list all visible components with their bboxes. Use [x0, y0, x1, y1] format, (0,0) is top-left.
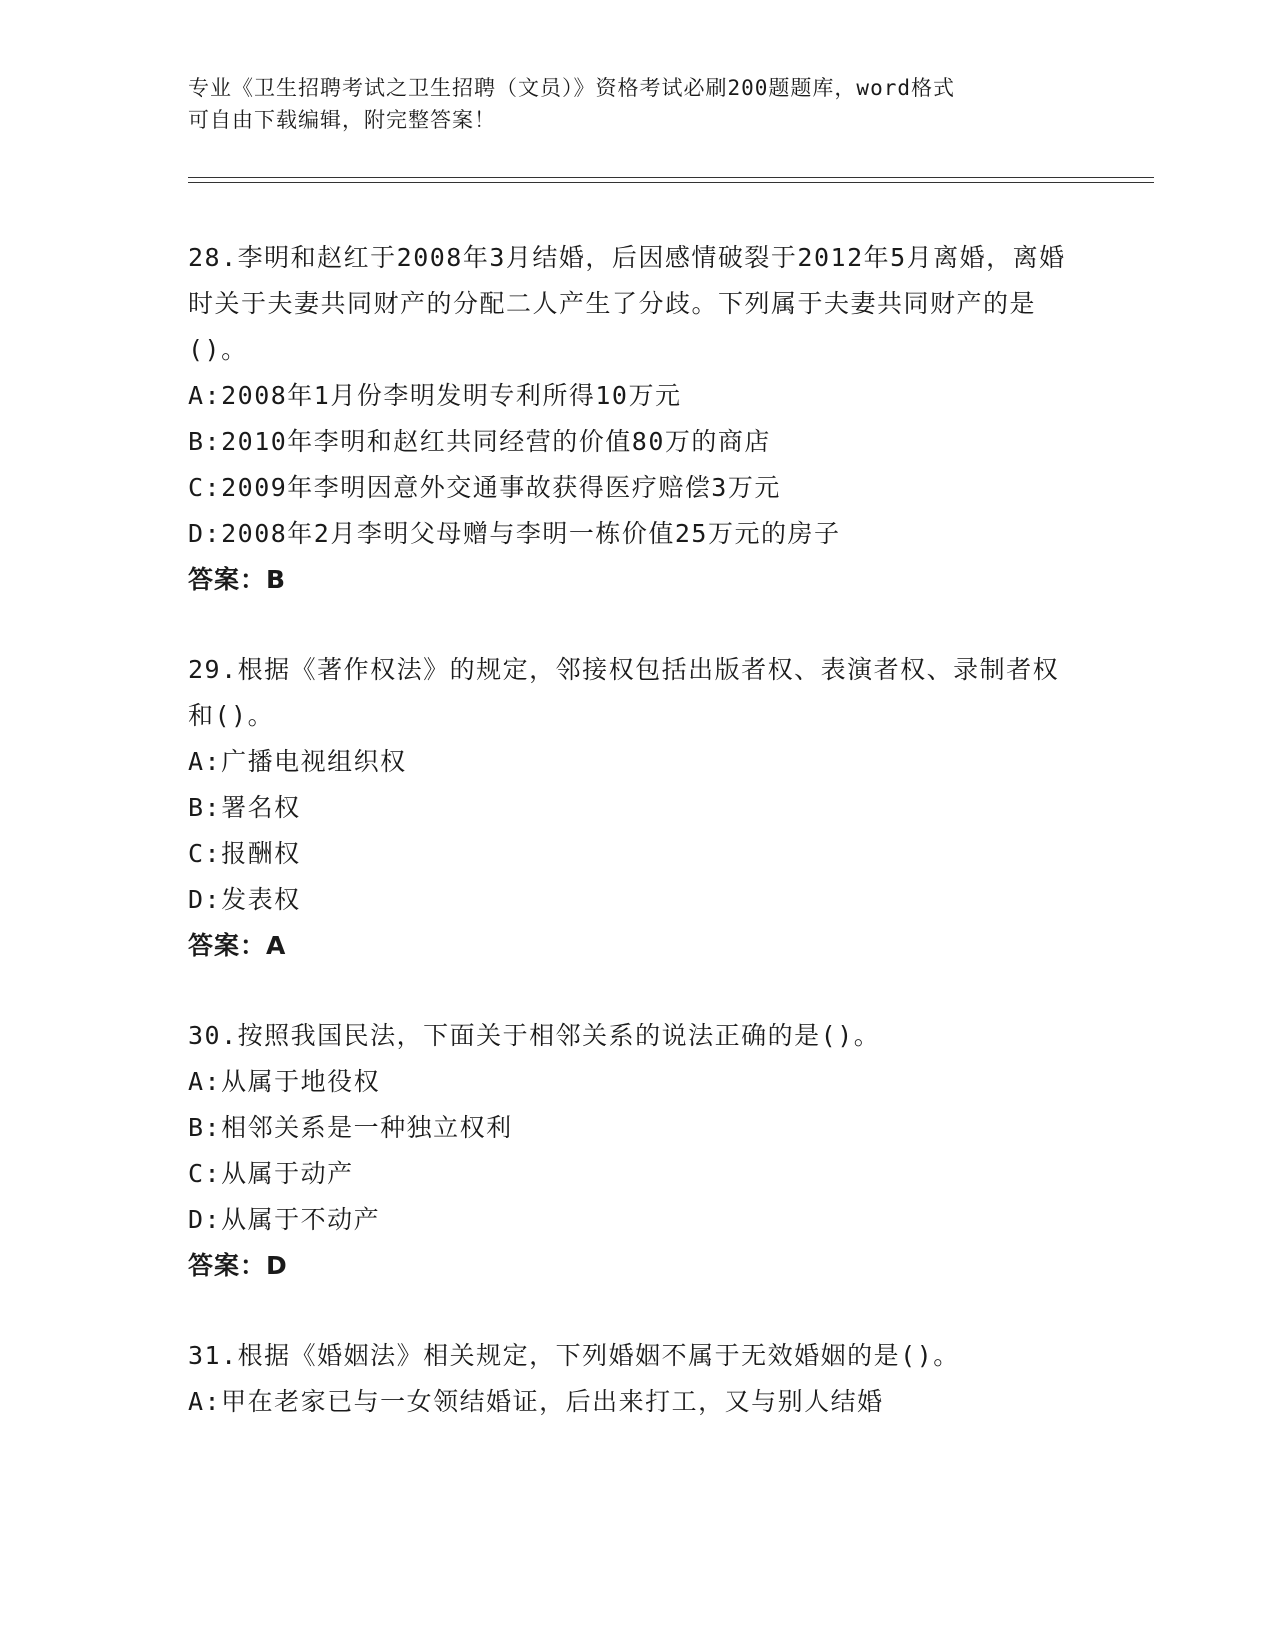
option-a: A:从属于地役权 [188, 1067, 381, 1096]
option-b: B:相邻关系是一种独立权利 [188, 1113, 513, 1142]
question-30 [188, 1013, 1088, 1289]
option-c: C:报酬权 [188, 839, 301, 868]
answer-label: 答案：A [188, 931, 287, 960]
answer-label: 答案：D [188, 1251, 288, 1280]
header-rule-top [188, 177, 1154, 178]
option-d: D:从属于不动产 [188, 1205, 381, 1234]
question-31 [188, 1333, 1088, 1425]
question-stem: 30.按照我国民法，下面关于相邻关系的说法正确的是()。 [188, 1021, 881, 1050]
document-header [188, 72, 1068, 136]
option-d: D:发表权 [188, 885, 301, 914]
header-rule-bottom [188, 182, 1154, 183]
option-c: C:2009年李明因意外交通事故获得医疗赔偿3万元 [188, 473, 781, 502]
option-a: A:甲在老家已与一女领结婚证，后出来打工，又与别人结婚 [188, 1387, 884, 1416]
option-b: B:2010年李明和赵红共同经营的价值80万的商店 [188, 427, 771, 456]
question-29 [188, 647, 1088, 969]
question-stem: 31.根据《婚姻法》相关规定，下列婚姻不属于无效婚姻的是()。 [188, 1341, 960, 1370]
header-line-2: 可自由下载编辑，附完整答案！ [188, 108, 496, 132]
option-a: A:广播电视组织权 [188, 747, 407, 776]
option-b: B:署名权 [188, 793, 301, 822]
answer-label: 答案：B [188, 565, 287, 594]
option-d: D:2008年2月李明父母赠与李明一栋价值25万元的房子 [188, 519, 841, 548]
question-28 [188, 235, 1088, 603]
option-a: A:2008年1月份李明发明专利所得10万元 [188, 381, 682, 410]
question-stem: 28.李明和赵红于2008年3月结婚，后因感情破裂于2012年5月离婚，离婚时关于夫妻共同财产的分配二人产生了分歧。下列属于夫妻共同财产的是()。 [188, 243, 1066, 364]
option-c: C:从属于动产 [188, 1159, 354, 1188]
question-stem: 29.根据《著作权法》的规定，邻接权包括出版者权、表演者权、录制者权和()。 [188, 655, 1060, 730]
header-line-1: 专业《卫生招聘考试之卫生招聘（文员）》资格考试必刷200题题库，word格式 [188, 76, 955, 100]
question-list [188, 235, 1088, 1425]
